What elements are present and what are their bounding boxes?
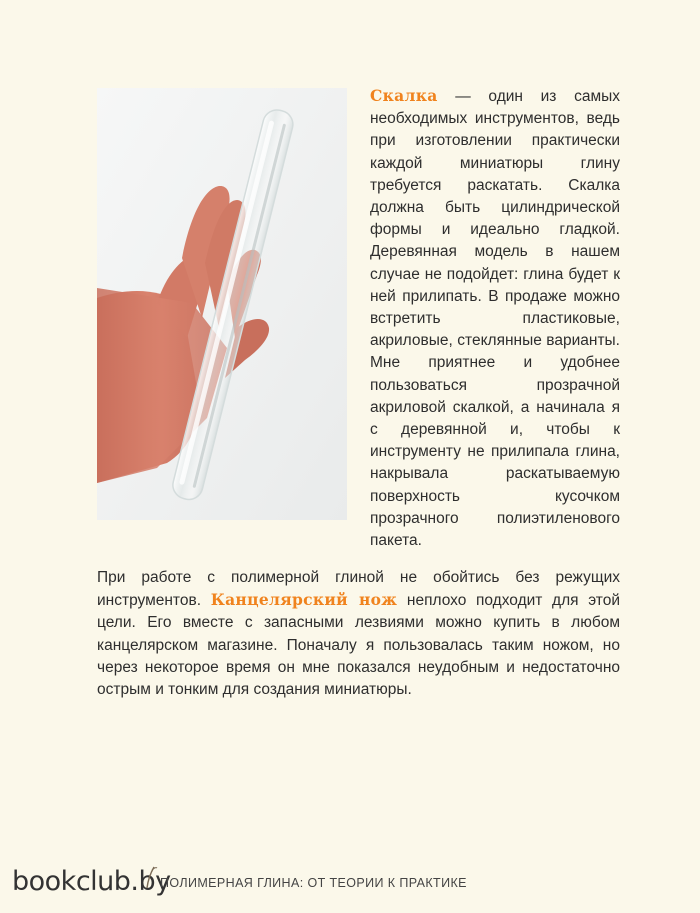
knife-description: неплохо подходит для этой цели. Его вместе с запасными лезвиями можно купить в любом канцелярском магазине. Поначалу я пользовалась таким ножом, но через некоторое время он мне показался неудобным и недостаточно острым и тонким для создания миниатюры. <box>97 592 620 699</box>
page-corner-mark-icon <box>144 864 158 890</box>
rolling-pin-description: — один из самых необходимых инструментов, ведь при изготовлении практически каждой миниатюры глину требуется раскатать. Скалка должна быть цилиндрической формы и идеально гладкой. Деревянная модель в нашем случае не подойдет: глина будет к ней прилипать. В продаже можно встретить пластиковые, акриловые, стеклянные варианты. Мне приятнее и удобнее пользоваться прозрачной акриловой скалкой, а начинала я с деревянной и, чтобы к инструменту не прилипала глина, накрывала раскатываемую поверхность кусочком прозрачного полиэтиленового пакета. <box>370 88 620 550</box>
term-utility-knife: Канцелярский нож <box>210 590 398 610</box>
rolling-pin-photo <box>97 88 347 520</box>
term-rolling-pin: Скалка <box>370 86 438 105</box>
site-watermark: bookclub.by <box>12 866 171 897</box>
knife-intro: При работе с полимерной глиной не обойтись без режущих инструментов. <box>97 569 620 610</box>
book-title-footer: ПОЛИМЕРНАЯ ГЛИНА: ОТ ТЕОРИИ К ПРАКТИКЕ <box>160 876 467 890</box>
knife-paragraph <box>97 567 620 701</box>
rolling-pin-paragraph <box>370 85 620 552</box>
